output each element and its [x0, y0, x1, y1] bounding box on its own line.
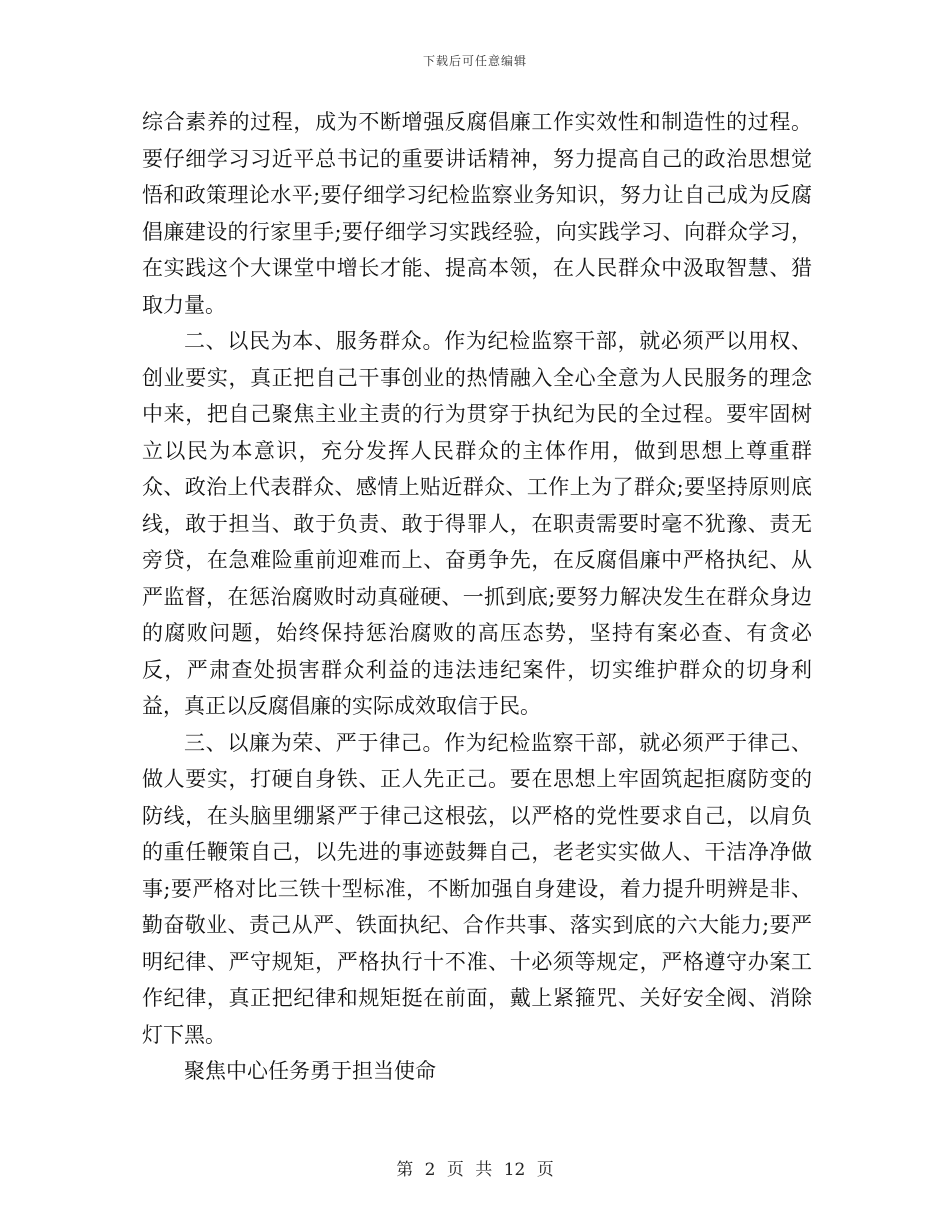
- document-body: [142, 104, 812, 1090]
- page-number-footer: 第 2 页 共 12 页: [396, 1160, 554, 1180]
- paragraph-continuation: 综合素养的过程，成为不断增强反腐倡廉工作实效性和制造性的过程。要仔细学习习近平总书记的重要讲话精神，努力提高自己的政治思想觉悟和政策理论水平;要仔细学习纪检监察业务知识，努力让自己成为反腐倡廉建设的行家里手;要仔细学习实践经验，向实践学习、向群众学习，在实践这个大课堂中增长才能、提高本领，在人民群众中汲取智慧、猎取力量。: [142, 110, 812, 317]
- section-heading: 聚焦中心任务勇于担当使命: [184, 1059, 436, 1083]
- paragraph-serve-the-people: 二、以民为本、服务群众。作为纪检监察干部，就必须严以用权、创业要实，真正把自己干事创业的热情融入全心全意为人民服务的理念中来，把自己聚焦主业主责的行为贯穿于执纪为民的全过程。要牢固树立以民为本意识，充分发挥人民群众的主体作用，做到思想上尊重群众、政治上代表群众、感情上贴近群众、工作上为了群众;要坚持原则底线，敢于担当、敢于负责、敢于得罪人，在职责需要时毫不犹豫、责无旁贷，在急难险重前迎难而上、奋勇争先，在反腐倡廉中严格执纪、从严监督，在惩治腐败时动真碰硬、一抓到底;要努力解决发生在群众身边的腐败问题，始终保持惩治腐败的高压态势，坚持有案必查、有贪必反，严肃查处损害群众利益的违法违纪案件，切实维护群众的切身利益，真正以反腐倡廉的实际成效取信于民。: [142, 329, 812, 718]
- paragraph-self-discipline: 三、以廉为荣、严于律己。作为纪检监察干部，就必须严于律己、做人要实，打硬自身铁、正人先正己。要在思想上牢固筑起拒腐防变的防线，在头脑里绷紧严于律己这根弦，以严格的党性要求自己，以肩负的重任鞭策自己，以先进的事迹鼓舞自己，老老实实做人、干洁净净做事;要严格对比三铁十型标准，不断加强自身建设，着力提升明辨是非、勤奋敬业、责己从严、铁面执纪、合作共事、落实到底的六大能力;要严明纪律、严守规矩，严格执行十不准、十必须等规定，严格遵守办案工作纪律，真正把纪律和规矩挺在前面，戴上紧箍咒、关好安全阀、消除灯下黑。: [142, 730, 812, 1047]
- page-header-note: 下载后可任意编辑: [422, 54, 527, 68]
